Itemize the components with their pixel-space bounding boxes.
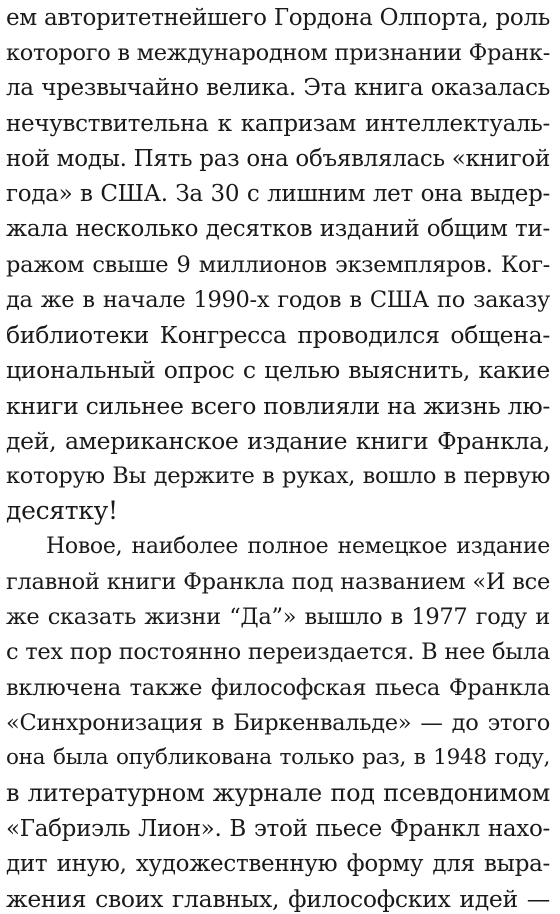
text-line: она была опубликована только раз, в 1948 году, xyxy=(6,745,550,771)
text-line: библиотеки Конгресса проводился общена- xyxy=(6,321,550,350)
text-line: включена также философская пьеса Франкла xyxy=(6,674,550,701)
text-line: которую Вы держите в руках, вошло в первую xyxy=(6,463,550,490)
text-line: циональный опрос с целью выяснить, какие xyxy=(6,356,550,385)
text-line: книги сильнее всего повлияли на жизнь лю- xyxy=(6,391,550,420)
text-line: «Габриэль Лион». В этой пьесе Франкл нахо- xyxy=(6,815,550,842)
text-line: главной книги Франкла под названием «И все xyxy=(6,568,550,595)
text-line: года» в США. За 30 с лишним лет она выдер- xyxy=(6,181,550,208)
text-line: десятку! xyxy=(6,496,118,526)
text-line: дит иную, художественную форму для выра- xyxy=(6,850,550,877)
text-line: Новое, наиболее полное немецкое издание xyxy=(46,533,550,559)
text-line: с тех пор постоянно переиздается. В нее была xyxy=(6,639,550,666)
text-line: жения своих главных, философских идей — xyxy=(6,885,550,914)
text-line: в литературном журнале под псевдонимом xyxy=(6,779,550,808)
text-line: ной моды. Пять раз она объявлялась «книгой xyxy=(6,145,550,172)
text-line: «Синхронизация в Биркенвальде» — до этого xyxy=(6,709,550,736)
text-line: дей, американское издание книги Франкла, xyxy=(6,426,550,455)
text-line: да же в начале 1990-х годов в США по заказу xyxy=(6,286,550,313)
text-line: же сказать жизни “Да”» вышло в 1977 году и xyxy=(6,604,550,631)
text-line: ла чрезвычайно велика. Эта книга оказалась xyxy=(6,75,550,102)
text-line: ем авторитетнейшего Гордона Олпорта, роль xyxy=(6,5,550,31)
text-line: ражом свыше 9 миллионов экземпляров. Ког- xyxy=(6,251,550,278)
text-line: нечувствительна к капризам интеллектуаль- xyxy=(6,110,550,137)
text-line: которого в международном признании Франк- xyxy=(6,40,550,67)
text-line: жала несколько десятков изданий общим ти- xyxy=(6,216,550,243)
